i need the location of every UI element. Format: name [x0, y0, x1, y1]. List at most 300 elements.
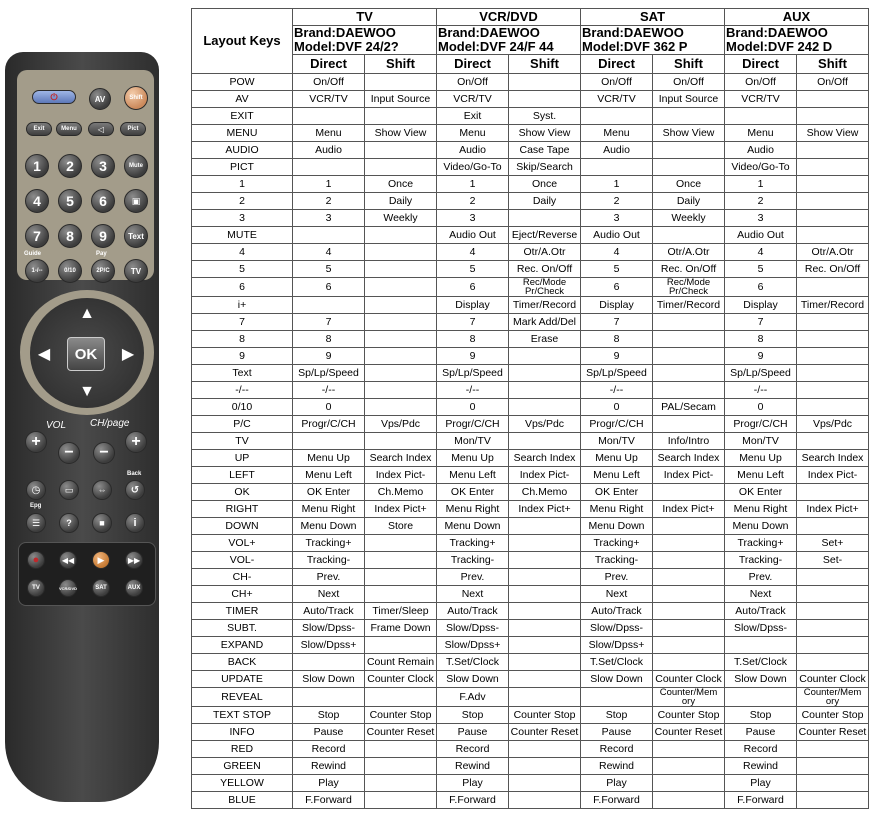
table-cell: Menu	[293, 125, 365, 142]
table-cell: -/--	[437, 382, 509, 399]
direct-header: Direct	[293, 55, 365, 74]
table-cell: Mon/TV	[581, 433, 653, 450]
table-cell	[797, 620, 869, 637]
mode-sat-button[interactable]: SAT	[92, 579, 110, 597]
layout-key-cell: CH-	[192, 569, 293, 586]
table-cell: 0	[293, 399, 365, 416]
zero-button[interactable]: 0/10	[58, 259, 82, 283]
table-cell: Tracking-	[293, 552, 365, 569]
table-row	[192, 688, 869, 707]
digit-7-button[interactable]: 7	[25, 224, 49, 248]
table-cell: Ch.Memo	[509, 484, 581, 501]
record-icon: ●	[32, 554, 40, 566]
layout-key-cell: 9	[192, 348, 293, 365]
table-cell: Otr/A.Otr	[653, 244, 725, 261]
table-cell: Mon/TV	[725, 433, 797, 450]
table-cell: Tracking+	[581, 535, 653, 552]
table-cell: Menu Down	[581, 518, 653, 535]
table-cell: Counter Stop	[797, 707, 869, 724]
dash-button[interactable]: 1-/--	[25, 259, 49, 283]
table-cell	[365, 108, 437, 125]
table-cell: Play	[725, 775, 797, 792]
table-cell	[653, 331, 725, 348]
layout-key-cell: 3	[192, 210, 293, 227]
table-cell	[653, 159, 725, 176]
table-cell: On/Off	[293, 74, 365, 91]
info-button[interactable]	[125, 513, 145, 533]
table-cell: Sp/Lp/Speed	[725, 365, 797, 382]
table-cell	[509, 91, 581, 108]
layout-key-cell: INFO	[192, 724, 293, 741]
vol-up-button[interactable]: +	[25, 431, 47, 453]
table-cell: 6	[293, 278, 365, 297]
table-cell	[365, 278, 437, 297]
table-cell: Next	[725, 586, 797, 603]
device-brand: Brand:DAEWOO	[438, 25, 540, 40]
table-cell: Index Pict-	[797, 467, 869, 484]
table-cell: Rewind	[293, 758, 365, 775]
table-cell: Progr/C/CH	[725, 416, 797, 433]
table-cell: Stop	[437, 707, 509, 724]
table-cell: F.Forward	[437, 792, 509, 809]
table-cell	[509, 348, 581, 365]
pict-mode-button[interactable]	[124, 189, 148, 213]
table-cell	[653, 654, 725, 671]
back-label: Back	[127, 471, 142, 477]
table-cell: Record	[581, 741, 653, 758]
table-cell: 4	[293, 244, 365, 261]
subtitle-icon: ▭	[64, 484, 74, 495]
table-cell	[797, 382, 869, 399]
layout-key-cell: POW	[192, 74, 293, 91]
table-cell: Audio Out	[437, 227, 509, 244]
table-cell: 9	[581, 348, 653, 365]
table-cell: 0	[581, 399, 653, 416]
table-cell	[365, 382, 437, 399]
table-cell: Set+	[797, 535, 869, 552]
table-cell: Tracking+	[293, 535, 365, 552]
table-cell	[797, 331, 869, 348]
table-cell: Otr/A.Otr	[509, 244, 581, 261]
table-cell: F.Forward	[581, 792, 653, 809]
table-cell: Next	[293, 586, 365, 603]
table-cell: Exit	[437, 108, 509, 125]
table-cell: Sp/Lp/Speed	[581, 365, 653, 382]
table-cell: Stop	[581, 707, 653, 724]
up-arrow-button[interactable]	[77, 306, 97, 322]
table-cell: Menu	[725, 125, 797, 142]
table-cell: Counter Reset	[653, 724, 725, 741]
update-button[interactable]	[26, 513, 46, 533]
table-cell: Record	[293, 741, 365, 758]
table-cell: Pause	[437, 724, 509, 741]
table-cell: Stop	[293, 707, 365, 724]
text-button[interactable]: Text	[124, 224, 148, 248]
table-row	[192, 108, 869, 125]
digit-5-button[interactable]: 5	[58, 189, 82, 213]
table-cell: Auto/Track	[293, 603, 365, 620]
layout-key-cell: DOWN	[192, 518, 293, 535]
layout-key-cell: EXIT	[192, 108, 293, 125]
layout-key-cell: P/C	[192, 416, 293, 433]
layout-key-cell: UPDATE	[192, 671, 293, 688]
table-cell	[365, 569, 437, 586]
table-cell	[293, 433, 365, 450]
table-cell	[509, 620, 581, 637]
power-button[interactable]	[32, 90, 76, 104]
device-brand: Brand:DAEWOO	[726, 25, 828, 40]
rewind-button[interactable]	[59, 551, 77, 569]
digit-8-button[interactable]: 8	[58, 224, 82, 248]
table-cell	[653, 484, 725, 501]
table-cell	[509, 603, 581, 620]
table-cell	[365, 535, 437, 552]
table-cell	[365, 314, 437, 331]
vol-down-button[interactable]: −	[58, 442, 80, 464]
table-cell	[509, 637, 581, 654]
table-cell	[365, 159, 437, 176]
table-cell: Sp/Lp/Speed	[293, 365, 365, 382]
table-row	[192, 193, 869, 210]
table-row	[192, 758, 869, 775]
table-cell	[797, 484, 869, 501]
table-cell: Audio	[581, 142, 653, 159]
digit-9-button[interactable]: 9	[91, 224, 115, 248]
expand-button[interactable]	[92, 480, 112, 500]
ch-down-button[interactable]: −	[93, 442, 115, 464]
table-cell: VCR/TV	[293, 91, 365, 108]
table-cell: F.Adv	[437, 688, 509, 707]
table-cell: Slow Down	[581, 671, 653, 688]
table-cell	[509, 382, 581, 399]
table-cell: Weekly	[653, 210, 725, 227]
table-cell: -/--	[725, 382, 797, 399]
table-cell: Slow/Dpss-	[581, 620, 653, 637]
reveal-button[interactable]	[59, 513, 79, 533]
layout-key-cell: REVEAL	[192, 688, 293, 707]
ch-up-button[interactable]: +	[125, 431, 147, 453]
table-cell: 8	[437, 331, 509, 348]
table-cell	[509, 671, 581, 688]
table-cell	[581, 159, 653, 176]
table-cell	[365, 74, 437, 91]
pc-button[interactable]: 2P/C	[91, 259, 115, 283]
table-cell: Video/Go-To	[437, 159, 509, 176]
mode-vcr-dvd-button[interactable]: VCR/DVD	[59, 579, 77, 597]
table-cell: Menu Left	[437, 467, 509, 484]
table-cell: 4	[581, 244, 653, 261]
table-cell: Index Pict-	[509, 467, 581, 484]
table-cell	[653, 348, 725, 365]
layout-key-cell: CH+	[192, 586, 293, 603]
table-cell: 6	[725, 278, 797, 297]
mode-aux-button[interactable]: AUX	[125, 579, 143, 597]
table-cell: Menu Up	[437, 450, 509, 467]
table-row	[192, 416, 869, 433]
table-cell: Vps/Pdc	[365, 416, 437, 433]
layout-key-cell: BLUE	[192, 792, 293, 809]
table-row	[192, 261, 869, 278]
screen-icon: ▣	[131, 195, 141, 206]
table-cell	[509, 74, 581, 91]
expand-icon: ⇔	[97, 485, 107, 495]
table-cell: Stop	[725, 707, 797, 724]
table-cell: Play	[293, 775, 365, 792]
table-cell: Once	[509, 176, 581, 193]
table-cell	[653, 775, 725, 792]
table-cell: Tracking+	[725, 535, 797, 552]
table-cell: Rec/Mode Pr/Check	[509, 278, 581, 297]
table-cell: Show View	[365, 125, 437, 142]
table-row	[192, 227, 869, 244]
table-cell: Menu Right	[293, 501, 365, 518]
table-cell: 8	[581, 331, 653, 348]
table-cell	[797, 433, 869, 450]
table-row	[192, 467, 869, 484]
epg-label: Epg	[30, 503, 42, 509]
play-button[interactable]	[92, 551, 110, 569]
table-cell: Display	[725, 297, 797, 314]
table-cell: Vps/Pdc	[509, 416, 581, 433]
table-cell	[365, 348, 437, 365]
digit-3-button[interactable]: 3	[91, 154, 115, 178]
layout-key-cell: -/--	[192, 382, 293, 399]
table-cell: Audio	[725, 142, 797, 159]
back-button[interactable]	[125, 480, 145, 500]
table-cell: Video/Go-To	[725, 159, 797, 176]
pay-label: Pay	[96, 251, 107, 257]
table-row	[192, 741, 869, 758]
table-cell: 3	[437, 210, 509, 227]
table-row	[192, 244, 869, 261]
table-cell: Counter Stop	[653, 707, 725, 724]
arrow-up-icon: ▲	[79, 305, 95, 322]
table-cell: Timer/Sleep	[365, 603, 437, 620]
table-cell: Counter/Mem ory	[797, 688, 869, 707]
table-cell	[797, 569, 869, 586]
table-cell: Slow Down	[293, 671, 365, 688]
table-cell: Set-	[797, 552, 869, 569]
table-cell: 5	[725, 261, 797, 278]
back-icon: ↺	[130, 484, 140, 496]
digit-6-button[interactable]: 6	[91, 189, 115, 213]
table-cell	[509, 758, 581, 775]
table-cell: 5	[437, 261, 509, 278]
table-cell	[365, 331, 437, 348]
table-cell: Menu Right	[725, 501, 797, 518]
table-cell	[653, 586, 725, 603]
rewind-icon: ◀◀	[61, 555, 75, 565]
table-cell: OK Enter	[725, 484, 797, 501]
table-cell: Progr/C/CH	[437, 416, 509, 433]
table-cell: Counter/Mem ory	[653, 688, 725, 707]
fast-forward-icon: ▶▶	[127, 555, 141, 565]
table-cell: Otr/A.Otr	[797, 244, 869, 261]
table-cell: Rewind	[725, 758, 797, 775]
key-layout-table	[191, 8, 869, 809]
table-cell: Frame Down	[365, 620, 437, 637]
table-row	[192, 331, 869, 348]
table-cell: 3	[725, 210, 797, 227]
table-cell: Search Index	[797, 450, 869, 467]
table-cell	[653, 569, 725, 586]
chpage-label: CH/page	[90, 418, 130, 429]
menu-button[interactable]: Menu	[56, 122, 82, 136]
digit-2-button[interactable]: 2	[58, 154, 82, 178]
table-cell	[365, 792, 437, 809]
mute-button[interactable]: Mute	[124, 154, 148, 178]
device-name-header: SAT	[581, 9, 725, 26]
table-cell: Menu Right	[581, 501, 653, 518]
table-cell	[653, 741, 725, 758]
table-cell: Slow/Dpss-	[293, 620, 365, 637]
table-cell: -/--	[293, 382, 365, 399]
device-model: Model:DVF 362 P	[582, 39, 688, 54]
device-name-header: AUX	[725, 9, 869, 26]
digit-1-button[interactable]: 1	[25, 154, 49, 178]
table-cell: Slow/Dpss+	[437, 637, 509, 654]
table-cell: Skip/Search	[509, 159, 581, 176]
pict-button[interactable]: Pict	[120, 122, 146, 136]
table-cell: On/Off	[581, 74, 653, 91]
table-cell: Next	[437, 586, 509, 603]
layout-key-cell: VOL+	[192, 535, 293, 552]
layout-key-cell: UP	[192, 450, 293, 467]
table-cell	[725, 688, 797, 707]
tv-button[interactable]: TV	[124, 259, 148, 283]
exit-button[interactable]: Exit	[26, 122, 52, 136]
table-cell: Sp/Lp/Speed	[437, 365, 509, 382]
table-cell: Next	[581, 586, 653, 603]
table-cell: Timer/Record	[797, 297, 869, 314]
direct-header: Direct	[581, 55, 653, 74]
table-cell	[509, 586, 581, 603]
layout-key-cell: YELLOW	[192, 775, 293, 792]
direct-header: Direct	[437, 55, 509, 74]
layout-key-cell: 4	[192, 244, 293, 261]
table-cell: T.Set/Clock	[437, 654, 509, 671]
layout-keys-header: Layout Keys	[192, 9, 293, 74]
table-cell: Vps/Pdc	[797, 416, 869, 433]
table-body	[192, 9, 869, 809]
device-brand-model-cell	[725, 26, 869, 55]
table-row	[192, 724, 869, 741]
table-row	[192, 125, 869, 142]
table-cell: Daily	[365, 193, 437, 210]
table-cell: -/--	[581, 382, 653, 399]
table-cell: Counter Reset	[797, 724, 869, 741]
header-row-names	[192, 9, 869, 26]
table-cell	[797, 278, 869, 297]
ok-button[interactable]: OK	[67, 337, 105, 371]
table-cell	[365, 637, 437, 654]
fast-forward-button[interactable]	[125, 551, 143, 569]
table-cell: Slow/Dpss+	[293, 637, 365, 654]
table-cell: On/Off	[437, 74, 509, 91]
shift-button[interactable]: Shift	[124, 86, 148, 110]
table-cell: Audio	[437, 142, 509, 159]
table-row	[192, 671, 869, 688]
shift-header: Shift	[365, 55, 437, 74]
table-cell: Counter Clock	[653, 671, 725, 688]
table-cell	[509, 654, 581, 671]
table-cell: Counter Stop	[509, 707, 581, 724]
right-arrow-button[interactable]	[120, 344, 136, 364]
av-button[interactable]: AV	[89, 88, 111, 110]
table-cell	[797, 775, 869, 792]
shift-header: Shift	[797, 55, 869, 74]
device-name-header: TV	[293, 9, 437, 26]
table-cell	[797, 741, 869, 758]
table-cell: 1	[293, 176, 365, 193]
table-cell: Slow/Dpss-	[437, 620, 509, 637]
table-cell	[653, 227, 725, 244]
table-cell: Index Pict+	[653, 501, 725, 518]
layout-key-cell: TIMER	[192, 603, 293, 620]
layout-key-cell: RED	[192, 741, 293, 758]
table-row	[192, 535, 869, 552]
table-cell	[365, 244, 437, 261]
table-cell	[365, 399, 437, 416]
table-cell: Syst.	[509, 108, 581, 125]
table-cell: 0	[725, 399, 797, 416]
table-cell	[365, 775, 437, 792]
list-icon: ☰	[31, 517, 41, 528]
digit-4-button[interactable]: 4	[25, 189, 49, 213]
table-cell	[797, 210, 869, 227]
arrow-left-icon: ◀	[37, 346, 51, 363]
table-cell: Counter Stop	[365, 707, 437, 724]
table-cell: Mark Add/Del	[509, 314, 581, 331]
mode-tv-button[interactable]: TV	[27, 579, 45, 597]
table-cell: Daily	[653, 193, 725, 210]
subtitle-button[interactable]	[59, 480, 79, 500]
table-cell	[365, 261, 437, 278]
record-button[interactable]	[27, 551, 45, 569]
table-cell: 2	[293, 193, 365, 210]
table-cell	[653, 314, 725, 331]
table-cell: Show View	[653, 125, 725, 142]
table-cell: Tracking-	[581, 552, 653, 569]
table-cell: Count Remain	[365, 654, 437, 671]
table-cell: 0	[437, 399, 509, 416]
table-row	[192, 314, 869, 331]
table-cell	[797, 603, 869, 620]
layout-key-cell: SUBT.	[192, 620, 293, 637]
table-cell: Counter Clock	[365, 671, 437, 688]
table-cell: Menu Down	[293, 518, 365, 535]
left-arrow-button[interactable]	[36, 344, 52, 364]
audio-button[interactable]	[88, 122, 114, 136]
table-cell: Auto/Track	[437, 603, 509, 620]
table-cell: Index Pict-	[653, 467, 725, 484]
down-arrow-button[interactable]	[77, 384, 97, 400]
table-cell: 2	[725, 193, 797, 210]
table-cell	[293, 688, 365, 707]
table-row	[192, 433, 869, 450]
table-cell	[293, 297, 365, 314]
text-stop-button[interactable]	[92, 513, 112, 533]
table-row	[192, 569, 869, 586]
table-cell	[509, 552, 581, 569]
table-row	[192, 297, 869, 314]
table-cell	[797, 348, 869, 365]
timer-button[interactable]	[26, 480, 46, 500]
device-brand-model-cell	[581, 26, 725, 55]
table-cell: T.Set/Clock	[725, 654, 797, 671]
table-cell	[653, 758, 725, 775]
table-cell	[293, 159, 365, 176]
